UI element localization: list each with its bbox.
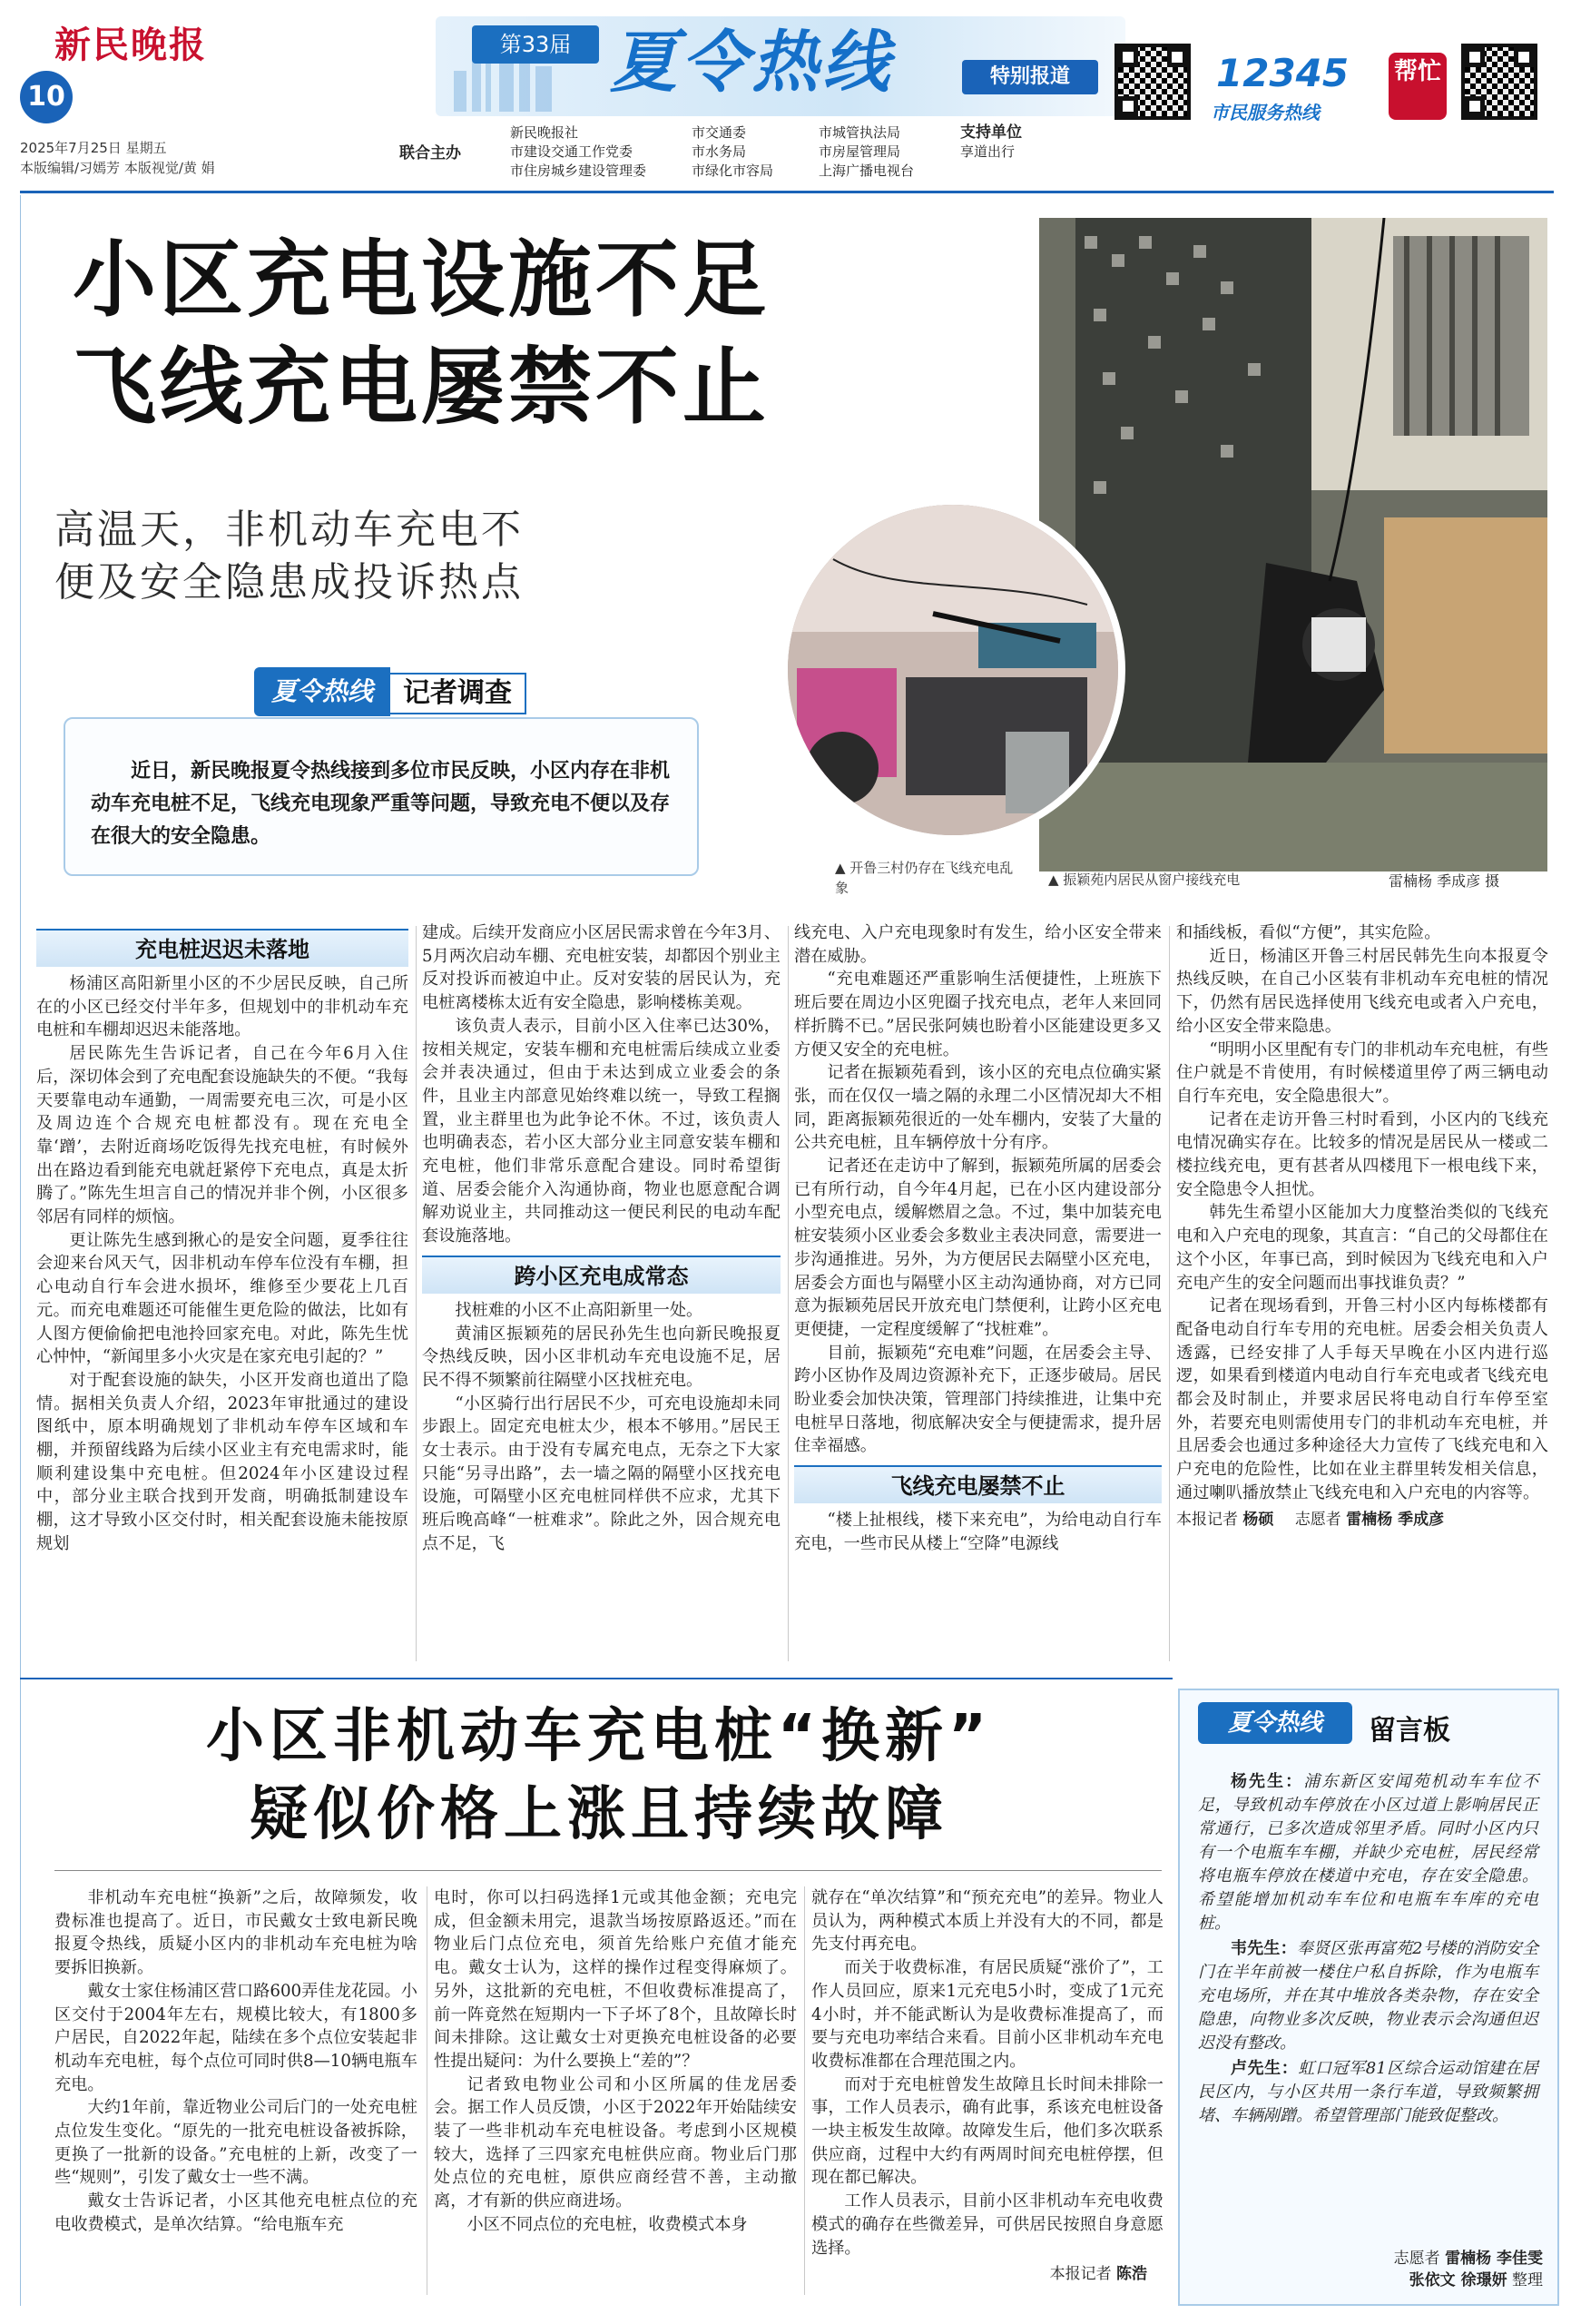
headline-line: 小区非机动车充电桩“换新” [205,1703,993,1770]
photo-caption-right: ▲ 振颖苑内居民从窗户接线充电 [1048,872,1241,888]
paragraph: 戴女士告诉记者，小区其他充电桩点位的充电收费模式，是单次结算。“给电瓶车充 [54,2191,417,2234]
board-message [1198,1937,1538,2055]
section-heading: 充电桩迟迟未落地 [36,929,408,967]
column-rule [788,926,789,1661]
paragraph: 戴女士家住杨浦区营口路600弄佳龙花园。小区交付于2004年左右，规模比较大，有1800多户居民，自2022年起，陆续在多个点位安装起非机动车充电桩，每个点位可同时供8—10辆电瓶车充电。 [54,1981,417,2094]
paragraph: 建成。后续开发商应小区居民需求曾在今年3月、5月两次启动车棚、充电桩安装，却都因个别业主反对投诉而被迫中止。反对安装的居民认为，充电桩离楼栋太近有安全隐患，影响楼栋美观。 [422,923,781,1013]
paragraph: 记者还在走访中了解到，振颖苑所属的居委会已有所行动，自今年4月起，已在小区内建设部分小型充电点，缓解燃眉之急。不过，集中加装充电桩安装须小区业委会多数业主表决同意，需要进一步沟通推进。另外，为方便居民去隔壁小区充电，居委会方面也与隔壁小区主动沟通协商，对方已同意为振颖苑居民开放充电门禁便利，让跨小区充电更便捷，一定程度缓解了“找桩难”。 [794,1157,1162,1339]
board-credit [1280,2248,1543,2291]
organizer: 新民晚报社 [510,124,579,141]
byline-volunteer-label: 志愿者 [1294,1510,1341,1529]
photo-flying-wire-bikes [781,497,1125,842]
article1-lead: 近日，新民晚报夏令热线接到多位市民反映，小区内存在非机动车充电桩不足，飞线充电现象严重等问题，导致充电不便以及存在很大的安全隐患。 [91,760,671,848]
volunteer-names: 张依文 徐璟妍 [1409,2271,1507,2290]
paragraph: 非机动车充电桩“换新”之后，故障频发，收费标准也提高了。近日，市民戴女士致电新民晚报夏令热线，质疑小区内的非机动车充电桩为啥要拆旧换新。 [54,1888,417,1978]
support-unit-name: 享道出行 [960,143,1016,160]
hotline-number: 12345 [1216,51,1350,95]
volunteer-names: 雷楠杨 李佳雯 [1445,2250,1543,2268]
page-editors: 本版编辑/习嫣芳 本版视觉/黄 娟 [20,160,215,176]
byline-label: 本报记者 [1176,1510,1238,1529]
headline-line: 疑似价格上涨且持续故障 [250,1781,948,1848]
paragraph: 更让陈先生感到揪心的是安全问题，夏季往往会迎来台风天气，因非机动车停车位没有车棚，担心电动自行车会进水损坏，维修至少要花上几百元。而充电难题还可能催生更危险的做法，比如有人图方便偷偷把电池拎回家充电。对此，陈先生忧心忡忡，“新闻里多小火灾是在家充电引起的？” [36,1230,408,1367]
subhead-line: 高温天，非机动车充电不 [54,507,524,553]
section-heading: 跨小区充电成常态 [422,1256,781,1294]
volunteer-label: 志愿者 [1393,2250,1440,2268]
support-label: 支持单位 [960,123,1022,142]
board-credit-line [1280,2270,1543,2291]
paragraph: 就存在“单次结算”和“预充充电”的差异。物业人员认为，两种模式本质上并没有大的不同，都是先支付再充电。 [811,1888,1164,1955]
photo-credit: 雷楠杨 季成彦 摄 [1389,872,1500,890]
byline-volunteers: 雷楠杨 季成彦 [1346,1510,1445,1529]
qr-code-icon [1114,44,1191,120]
board-messages [1198,1770,1538,2130]
message-author: 韦先生： [1231,1939,1297,1958]
paragraph: 记者在振颖苑看到，该小区的充电点位确实紧张，而在仅仅一墙之隔的永理二小区情况却大不相同，距离振颖苑很近的一处车棚内，安装了大量的公共充电桩，且车辆停放十分有序。 [794,1063,1162,1153]
paragraph: 工作人员表示，目前小区非机动车充电收费模式的确存在些微差异，可供居民按照自身意愿选择。 [811,2191,1164,2258]
organizer: 市绿化市容局 [692,162,774,179]
paragraph: 记者在走访开鲁三村时看到，小区内的飞线充电情况确实存在。比较多的情况是居民从一楼或二楼拉线充电，更有甚者从四楼甩下一根电线下来，安全隐患令人担忧。 [1176,1109,1548,1199]
special-report-tag: 特别报道 [962,60,1098,94]
paragraph: 大约1年前，靠近物业公司后门的一处充电桩点位发生变化。“原先的一批充电桩设备被拆除，更换了一批新的设备。”充电桩的上新，改变了一些“规则”，引发了戴女士一些不满。 [54,2098,417,2188]
qr-code-icon [1461,44,1537,120]
paragraph: 记者在现场看到，开鲁三村小区内每栋楼都有配备电动自行车专用的充电桩。居委会相关负责人透露，已经安排了人手每天早晚在小区内进行巡逻，如果看到楼道内电动自行车充电或者飞线充电都会及时制止，并要求居民将电动自行车停至室外，若要充电则需使用专门的非机动车充电桩，并且居委会也通过多种途径大力宣传了飞线充电和入户充电的危险性，比如在业主群里转发相关信息，通过喇叭播放禁止飞线充电和入户充电的内容等。 [1176,1296,1548,1502]
article2-headline [145,1698,1053,1854]
issue-date: 2025年7月25日 星期五 [20,140,167,156]
paragraph: 杨浦区高阳新里小区的不少居民反映，自己所在的小区已经交付半年多，但规划中的非机动车充电桩和车棚却迟迟未能落地。 [36,974,408,1040]
paragraph: 目前，振颖苑“充电难”问题，在居委会主导、跨小区协作及周边资源补充下，正逐步破局。居民盼业委会加快决策，管理部门持续推进，让集中充电桩早日落地，彻底解决安全与便捷需求，提升居住幸福感。 [794,1343,1162,1456]
paragraph: 记者致电物业公司和小区所属的佳龙居委会。据工作人员反馈，小区于2022年开始陆续安装了一些非机动车充电桩设备。考虑到小区规模较大，选择了三四家充电桩供应商。物业后门那处点位的充电桩，原供应商经营不善，主动撤离，才有新的供应商进场。 [434,2074,797,2211]
organizer: 市城管执法局 [819,124,901,141]
paragraph: 韩先生希望小区能加大力度整治类似的飞线充电和入户充电的现象，其直言：“自己的父母都住在这个小区，年事已高，到时候因为飞线充电和入户充电产生的安全问题而出事找谁负责？” [1176,1203,1548,1293]
paragraph: “小区骑行出行居民不少，可充电设施却未同步跟上。固定充电桩太少，根本不够用。”居民王女士表示。由于没有专属充电点，无奈之下大家只能“另寻出路”，去一墙之隔的隔壁小区找充电设施，可隔壁小区充电桩同样供不应求，尤其下班后晚高峰“一桩难求”。除此之外，因合规充电点不足，飞 [422,1393,781,1553]
headline-line: 飞线充电屡禁不止 [73,339,771,436]
headline-rule [54,1870,1162,1871]
board-message [1198,1770,1538,1935]
article1-subhead [54,504,524,609]
organizer: 市水务局 [692,143,747,160]
organizer: 市房屋管理局 [819,143,901,160]
board-tag-logo: 夏令热线 [1198,1702,1352,1744]
paragraph: 线充电、入户充电现象时有发生，给小区安全带来潜在威胁。 [794,923,1162,966]
section-heading: 飞线充电屡禁不止 [794,1465,1162,1503]
headline-line: 小区充电设施不足 [73,231,771,329]
column-tag-name: 记者调查 [390,673,526,714]
banner-title: 夏令热线 [610,24,893,102]
article1-byline [1176,1509,1548,1532]
byline-label: 本报记者 [1049,2265,1112,2284]
article1-column-3 [794,921,1162,1556]
message-author: 杨先生： [1231,1772,1304,1791]
article1-column-2 [422,921,781,1556]
board-title: 留言板 [1369,1715,1450,1747]
paragraph: “充电难题还严重影响生活便捷性，上班族下班后要在周边小区兜圈子找充电点，老年人来回同样折腾不已。”居民张阿姨也盼着小区能建设更多又方便又安全的充电桩。 [794,970,1162,1059]
photo-scene-icon [1039,218,1547,872]
sponsors-bar [399,120,1561,183]
article1-headline [73,227,770,441]
column-tag-logo: 夏令热线 [254,667,390,716]
paragraph: 和插线板，看似“方便”，其实危险。 [1176,923,1441,942]
board-credit-line [1280,2248,1543,2270]
subhead-line: 便及安全隐患成投诉热点 [54,559,524,606]
paragraph: “明明小区里配有专门的非机动车充电桩，有些住户就是不肯使用，有时候楼道里停了两三辆电动自行车充电，安全隐患很大”。 [1176,1039,1548,1106]
organizer: 上海广播电视台 [819,162,915,179]
organizer: 市住房城乡建设管理委 [510,162,647,179]
article1-column-4 [1176,921,1548,1531]
organizers-col-1 [510,123,646,181]
message-text: 奉贤区张再富苑2号楼的消防安全门在半年前被一楼住户私自拆除，作为电瓶车充电场所，并在其中堆放各类杂物，存在安全隐患，向物业多次反映，物业表示会沟通但迟迟没有整改。 [1198,1939,1539,2053]
page-number: 10 [20,71,73,123]
credit-suffix: 整理 [1512,2271,1543,2290]
byline-reporter: 杨硕 [1242,1510,1274,1529]
paragraph: 找桩难的小区不止高阳新里一处。 [455,1300,703,1320]
photo-window-wire-charging [1039,218,1547,872]
paragraph: “楼上扯根线，楼下来充电”，为给电动自行车充电，一些市民从楼上“空降”电源线 [794,1511,1162,1553]
organizers-col-2 [692,123,773,181]
message-author: 卢先生： [1231,2059,1299,2078]
board-message [1198,2057,1538,2128]
byline-reporter: 陈浩 [1116,2265,1147,2284]
page-border [20,195,21,2306]
newspaper-brand: 新民晚报 [54,25,207,66]
photo-scene-icon [788,505,1118,835]
edition-tag: 第33届 [472,25,599,64]
article2-byline [811,2263,1164,2287]
organizer: 市建设交通工作党委 [510,143,633,160]
column-rule [804,1886,805,2295]
column-rule [1169,926,1170,1661]
masthead [0,0,1571,195]
organizer: 市交通委 [692,124,747,141]
paragraph: 而关于收费标准，有居民质疑“涨价了”，工作人员回应，原来1元充电5小时，变成了1元充4小时，并不能武断认为是收费标准提高了，而要与充电功率结合来看。目前小区非机动车充电收费标准都在合理范围之内。 [811,1958,1164,2071]
column-rule [416,926,417,1661]
paragraph: 而对于充电桩曾发生故障且长时间未排除一事，工作人员表示，确有此事，系该充电桩设备一块主板发生故障。故障发生后，他们多次联系供应商，过程中大约有两周时间充电桩停摆，但现在都已解决。 [811,2074,1164,2188]
section-divider [20,1678,1173,1679]
paragraph: 对于配套设施的缺失，小区开发商也道出了隐情。据相关负责人介绍，2023年审批通过的建设图纸中，原本明确规划了非机动车停车区域和车棚，并预留线路为后续小区业主有充电需求时，能顺利建设集中充电桩。但2024年小区建设过程中，部分业主联合找到开发商，明确抵制建设车棚，这才导致小区交付时，相关配套设施未能按原规划 [36,1370,408,1553]
article2-column-1 [54,1886,417,2237]
masthead-rule [20,191,1554,193]
hotline-label: 市民服务热线 [1211,102,1320,123]
paragraph: 近日，杨浦区开鲁三村居民韩先生向本报夏令热线反映，在自己小区装有非机动车充电桩的情况下，仍然有居民选择使用飞线充电或者入户充电，给小区安全带来隐患。 [1176,946,1548,1036]
message-text: 浦东新区安闻苑机动车车位不足，导致机动车停放在小区过道上影响居民正常通行，已多次造成邻里矛盾。同时小区内只有一个电瓶车车棚，并缺少充电桩，居民经常将电瓶车停放在楼道中充电，存在安全隐患。希望能增加机动车车位和电瓶车车库的充电桩。 [1198,1772,1538,1933]
paragraph: 居民陈先生告诉记者，自己在今年6月入住后，深切体会到了充电配套设施缺失的不便。“我每天要靠电动车通勤，一周需要充电三次，可是小区及周边连个合规充电桩都没有。现在充电全靠‘蹭’，去附近商场吃饭得先找充电桩，有时候外出在路边看到能充电就赶紧停下充电点，真是太折腾了。”陈先生坦言自己的情况并非个例，小区很多邻居有同样的烦恼。 [36,1044,408,1227]
organizers-col-3 [819,123,914,181]
paragraph: 该负责人表示，目前小区入住率已达30%，按相关规定，安装车棚和充电桩需后续成立业委会并表决通过，但由于未达到成立业委会的条件，且业主内部意见始终难以统一，导致工程搁置，业主群里也为此争论不休。不过，该负责人也明确表态，若小区大部分业主同意安装车棚和充电桩，他们非常乐意配合建设。同时希望街道、居委会能介入沟通协商，物业也愿意配合调解劝说业主，共同推动这一便民利民的电动车配套设施落地。 [422,1016,781,1246]
investigation-column-tag [254,667,545,716]
message-text: 虹口冠军81区综合运动馆建在居民区内，与小区共用一条行车道，导致频繁拥堵、车辆剐蹭。希望管理部门能致促整改。 [1198,2059,1538,2125]
article2-column-2 [434,1886,797,2237]
organizers-label: 联合主办 [399,144,461,162]
help-seal-icon: 帮忙 [1389,53,1447,120]
paragraph: 小区不同点位的充电桩，收费模式本身 [466,2214,748,2234]
article1-column-1 [36,921,408,1556]
support-unit [960,123,1022,162]
paragraph: 电时，你可以扫码选择1元或其他金额；充电完成，但金额未用完，退款当场按原路返还。”而在物业后门点位充电，须首先给账户充值才能充电。戴女士认为，这样的操作过程变得麻烦了。另外，这批新的充电桩，不但收费标准提高了，前一阵竟然在短期内一下子坏了8个，且故障长时间未排除。这让戴女士对更换充电桩设备的必要性提出疑问：为什么要换上“差的”？ [434,1888,797,2071]
photo-caption-left: ▲ 开鲁三村仍存在飞线充电乱象 [835,860,1014,896]
paragraph: 黄浦区振颖苑的居民孙先生也向新民晚报夏令热线反映，因小区非机动车充电设施不足，居民不得不频繁前往隔壁小区找桩充电。 [422,1324,781,1390]
date-line [20,138,215,178]
article2-column-3 [811,1886,1164,2287]
